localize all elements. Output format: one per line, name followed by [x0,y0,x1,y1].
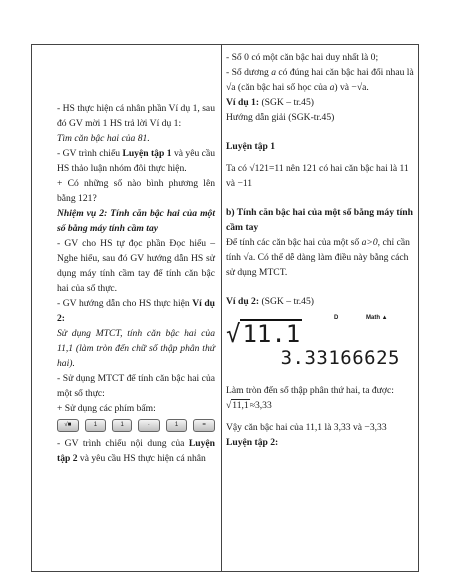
example-2-instruction: - GV hướng dẫn cho HS thực hiện Ví dụ 2: [57,298,215,324]
equals-key-icon: = [193,419,215,432]
digit-1-key-icon: 1 [112,419,132,432]
practice-1-heading: Luyện tập 1 [226,141,276,152]
calculator-result: 3.33166625 [280,347,400,369]
rounding-result: √11,1≈3,33 [226,400,272,411]
left-column [57,101,215,466]
example-1-solution-ref: Hướng dẫn giải (SGK-tr.45) [226,112,335,123]
example-2-label: Ví dụ 2: (SGK – tr.45) [226,296,314,307]
calculator-screen [226,311,414,377]
practice-1-solution: Ta có √121=11 nên 121 có hai căn bậc hai là 11 và −11 [226,163,409,189]
calculator-expression: √11.1 [226,320,301,348]
sqrt-key-icon: √■ [57,419,79,432]
degree-indicator: D [334,315,339,321]
example-1-task: Tìm căn bậc hai của 81. [57,133,150,144]
math-indicator: Math ▲ [366,315,388,321]
digit-1-key-icon: 1 [85,419,107,432]
calculator-instruction: - Sử dụng MTCT để tính căn bậc hai của một số thực: [57,373,215,399]
step-practice-2: - GV trình chiếu nội dung của Luyện tập 2 và yêu cầu HS thực hiện cá nhân [57,438,215,464]
practice-2-heading: Luyện tập 2: [226,437,279,448]
rounding-text: Làm tròn đến số thập phân thứ hai, ta được: [226,385,394,396]
digit-1-key-icon: 1 [166,419,188,432]
positive-root-fact: - Số dương a có đúng hai căn bậc hai đối nhau là √a (căn bậc hai số học của a) và −√a. [226,67,414,93]
question-121: + Có những số nào bình phương lên bằng 121? [57,178,215,204]
reading-instruction: - GV cho HS tự đọc phần Đọc hiểu – Nghe hiểu, sau đó GV hướng dẫn HS sử dụng máy tính cầm tay để tính căn bậc hai của số thực. [57,238,215,294]
step-example-1: - HS thực hiện cá nhân phần Ví dụ 1, sau đó GV mời 1 HS trả lời Ví dụ 1: [57,103,215,129]
section-b-text: Để tính các căn bậc hai của một số a>0, chỉ cần tính √a. Có thể dễ dàng làm điều này bằng cách sử dụng MTCT. [226,237,410,278]
section-b-heading: b) Tính căn bậc hai của một số bằng máy tính cầm tay [226,207,413,233]
example-2-task: Sử dụng MTCT, tính căn bậc hai của 11,1 (làm tròn đến chữ số thập phân thứ hai). [57,328,215,369]
decimal-point-key-icon: · [138,419,160,432]
conclusion: Vậy căn bậc hai của 11,1 là 3,33 và −3,33 [226,422,387,433]
task-2-heading: Nhiệm vụ 2: Tính căn bậc hai của một số bằng máy tính cầm tay [57,208,215,234]
step-practice-1: - GV trình chiếu Luyện tập 1 và yêu cầu HS thảo luận nhóm đôi thực hiện. [57,148,215,174]
calculator-keys [57,419,215,432]
example-1-label: Ví dụ 1: (SGK – tr.45) [226,97,314,108]
key-instruction: + Sử dụng các phím bấm: [57,403,156,414]
column-divider [221,44,222,572]
right-column [226,50,414,450]
zero-root-fact: - Số 0 có một căn bậc hai duy nhất là 0; [226,52,379,63]
